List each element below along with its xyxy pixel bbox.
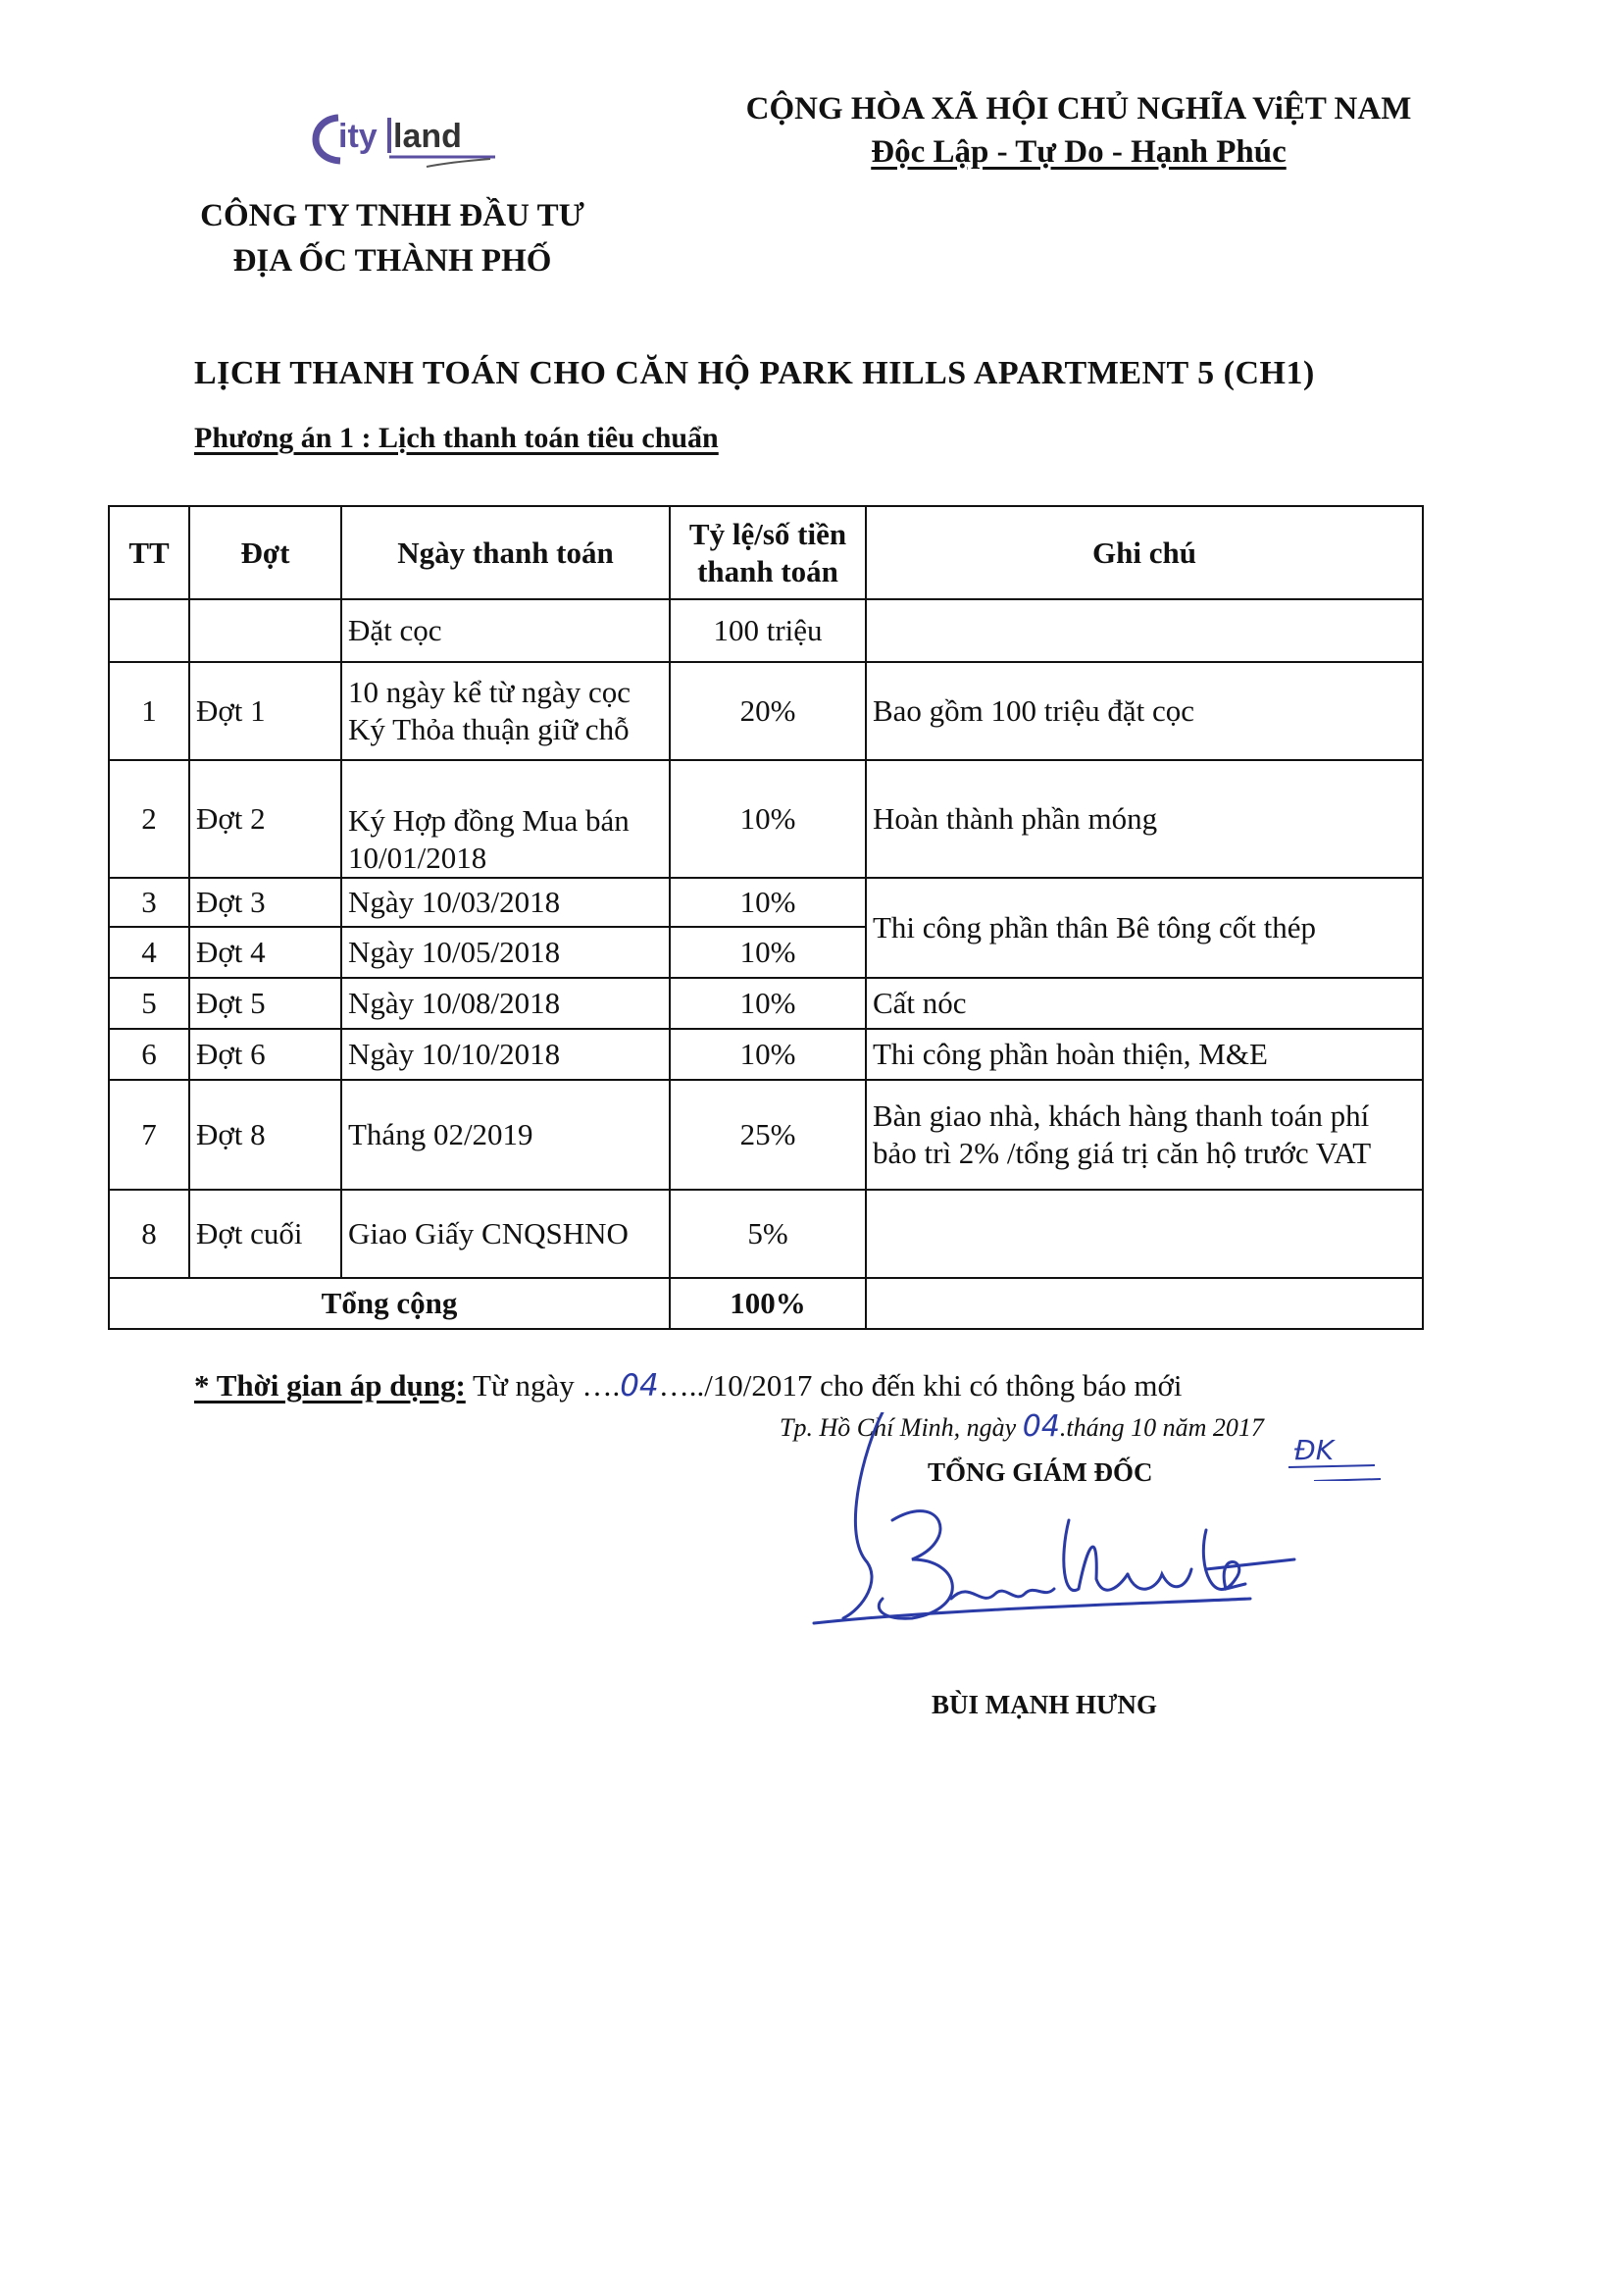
signature — [804, 1412, 1353, 1667]
document-subtitle: Phương án 1 : Lịch thanh toán tiêu chuẩn — [194, 422, 719, 454]
cityland-logo — [299, 98, 515, 177]
table-row: 8 Đợt cuối Giao Giấy CNQSHNO 5% — [109, 1190, 1423, 1278]
table-header-row — [109, 506, 1423, 599]
application-period: * Thời gian áp dụng: Từ ngày ….04…../10/2017 cho đến khi có thông báo mới — [194, 1368, 1183, 1403]
svg-text:ĐK: ĐK — [1294, 1434, 1335, 1466]
deposit-amount: 100 triệu — [670, 599, 866, 662]
nation-motto: Độc Lập - Tự Do - Hạnh Phúc — [871, 134, 1287, 170]
total-value: 100% — [670, 1278, 866, 1329]
svg-text:ity: ity — [338, 118, 378, 155]
table-row: 5 Đợt 5 Ngày 10/08/2018 10% Cất nóc — [109, 978, 1423, 1029]
table-total-row — [109, 1278, 1423, 1329]
nation-title: CỘNG HÒA XÃ HỘI CHỦ NGHĨA ViỆT NAM — [745, 91, 1412, 127]
header-dot: Đợt — [189, 506, 341, 599]
header-rate: Tỷ lệ/số tiền thanh toán — [670, 506, 866, 599]
company-name-line2: ĐỊA ỐC THÀNH PHỐ — [232, 243, 552, 279]
header-note: Ghi chú — [866, 506, 1423, 599]
table-row: 2 Đợt 2 Ký Hợp đồng Mua bán 10/01/2018 10% Hoàn thành phần móng — [109, 760, 1423, 878]
handwritten-date-day: 04 — [1022, 1409, 1060, 1444]
signer-name: BÙI MẠNH HƯNG — [932, 1690, 1157, 1719]
table-row: 1 Đợt 1 10 ngày kể từ ngày cọc Ký Thỏa thuận giữ chỗ 20% Bao gồm 100 triệu đặt cọc — [109, 662, 1423, 760]
director-title: TỔNG GIÁM ĐỐC — [928, 1457, 1153, 1487]
payment-schedule-table — [108, 505, 1424, 1330]
company-name-line1: CÔNG TY TNHH ĐẦU TƯ — [200, 198, 584, 233]
document-title: LỊCH THANH TOÁN CHO CĂN HỘ PARK HILLS APARTMENT 5 (CH1) — [194, 355, 1315, 391]
table-row: 4 Đợt 4 Ngày 10/05/2018 10% — [109, 927, 1423, 978]
table-row: 6 Đợt 6 Ngày 10/10/2018 10% Thi công phần hoàn thiện, M&E — [109, 1029, 1423, 1080]
total-label: Tổng cộng — [109, 1278, 670, 1329]
header-date: Ngày thanh toán — [341, 506, 670, 599]
place-and-date: Tp. Hồ Chí Minh, ngày 04.tháng 10 năm 2017 — [780, 1409, 1264, 1444]
header-tt: TT — [109, 506, 189, 599]
merged-note: Thi công phần thân Bê tông cốt thép — [866, 878, 1423, 978]
table-row — [109, 599, 1423, 662]
handwritten-day: 04 — [620, 1368, 659, 1403]
deposit-label: Đặt cọc — [341, 599, 670, 662]
table-row: 7 Đợt 8 Tháng 02/2019 25% Bàn giao nhà, khách hàng thanh toán phí bảo trì 2% /tổng giá trị căn hộ trước VAT — [109, 1080, 1423, 1190]
table-row: 3 Đợt 3 Ngày 10/03/2018 10% Thi công phần thân Bê tông cốt thép — [109, 878, 1423, 927]
svg-text:land: land — [393, 118, 462, 155]
